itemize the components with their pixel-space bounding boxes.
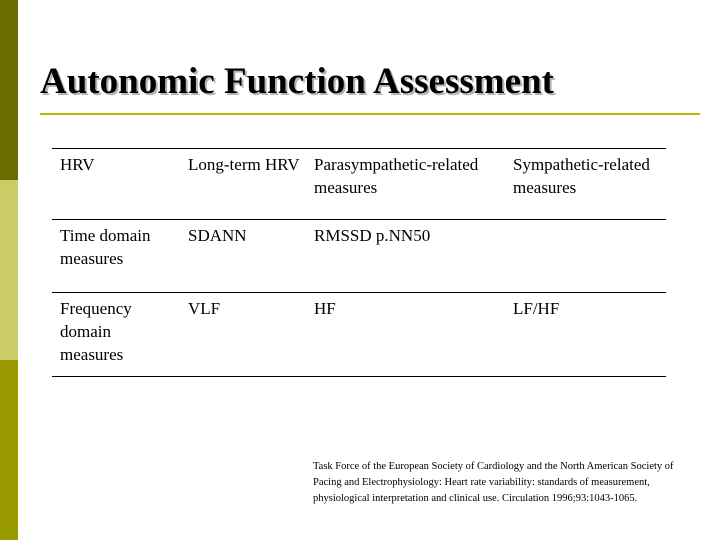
parasympathetic-cell: HF	[306, 293, 505, 377]
hrv-table	[52, 148, 666, 377]
sympathetic-cell	[505, 220, 666, 293]
header-cell-parasympathetic: Parasympathetic-related measures	[306, 149, 505, 220]
side-bar-middle	[0, 180, 18, 360]
header-cell-sympathetic: Sympathetic-related measures	[505, 149, 666, 220]
long-term-cell: VLF	[180, 293, 306, 377]
side-bar-top	[0, 0, 18, 180]
side-bar-bottom	[0, 360, 18, 540]
table-row-frequency-domain	[52, 293, 666, 377]
citation-text: Task Force of the European Society of Cardiology and the North American Society of Pacing and Electrophysiology: Heart rate variability: standards of measurement, physiological interpretation and clinical use. Circulation 1996;93:1043-1065.	[313, 461, 674, 504]
row-label-cell: Frequency domain measures	[52, 293, 180, 377]
parasympathetic-cell: RMSSD p.NN50	[306, 220, 505, 293]
header-cell-hrv: HRV	[52, 149, 180, 220]
row-label-cell: Time domain measures	[52, 220, 180, 293]
long-term-cell: SDANN	[180, 220, 306, 293]
hrv-table-container	[52, 148, 666, 377]
sympathetic-cell: LF/HF	[505, 293, 666, 377]
table-row-time-domain	[52, 220, 666, 293]
slide-title: Autonomic Function Assessment	[40, 61, 554, 102]
header-cell-long-term: Long-term HRV	[180, 149, 306, 220]
table-header-row	[52, 149, 666, 220]
title-underline	[40, 113, 700, 115]
